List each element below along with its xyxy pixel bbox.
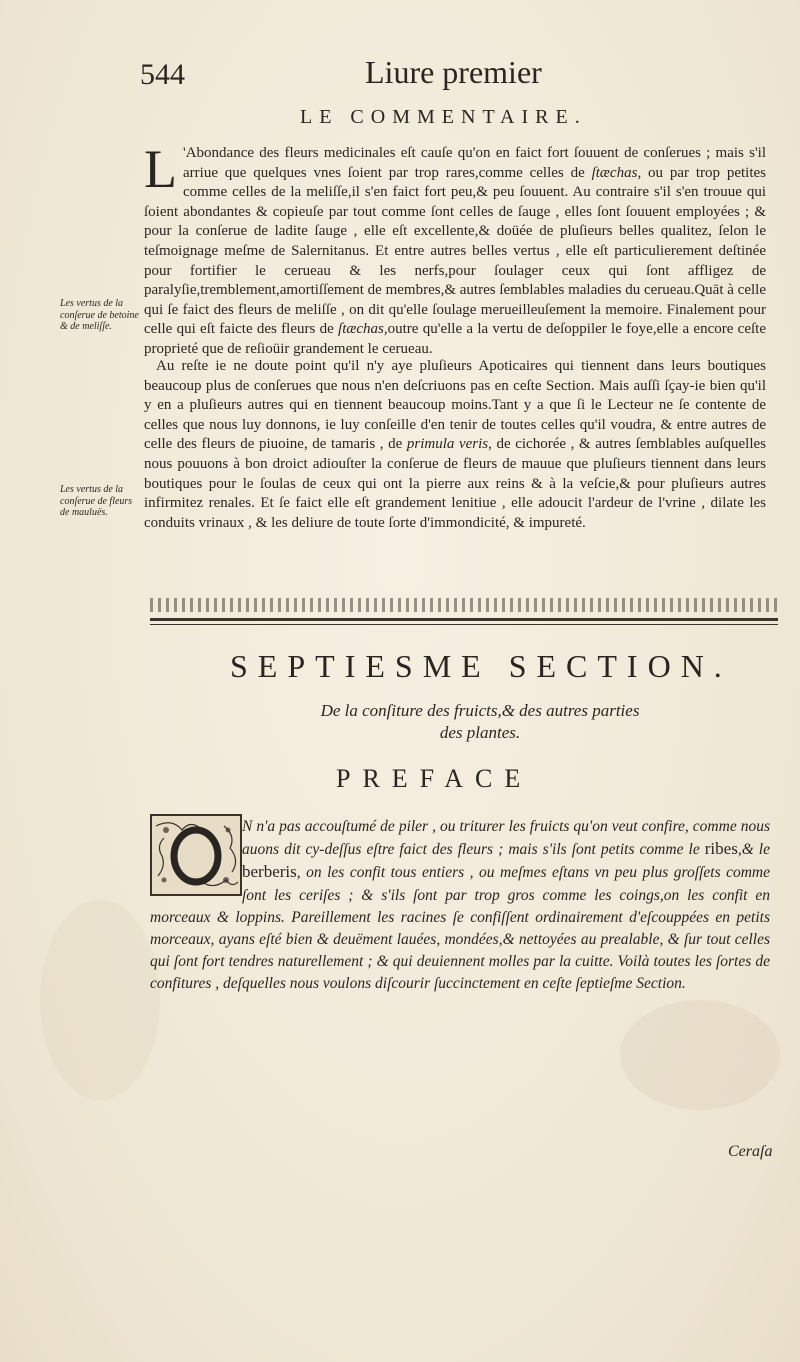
para2-text-a: Au reſte ie ne doute point qu'il n'y aye pluſieurs Apoticaires qui tiennent dans leurs boutiques beaucoup plus de conſerues que nous n'en deſcriuons pas en ceſte Section. Mais auſſi ſçay-ie bien qu'il y en a pluſieurs autres qui en tiennent beaucoup moins.Tant y a que ſi le Lecteur ne ſe contente de celles que nous luy donnons, ie luy conſeille d'en tenir de toutes celles qu'il voudra, & entre autres de celle des fleurs de piuoine, de tamaris , de: [144, 358, 766, 453]
paragraph-2: [144, 357, 766, 533]
paragraph-1: [144, 139, 766, 360]
para1-text-b: , ou par trop petites comme celles de la meliſſe,il s'en faict fort peu,& peu ſouuent. Au contraire s'il s'en trouue qui ſoient abondantes & copieuſe par tout comme ſont celles de ſauge , elles ſont ſouuent employées ; & pour la conſerue de ladite ſauge , elle eſt excellente,& doüée de pluſieurs belles qualitez, ſelon le teſmoignage meſme de Salernitanus. Et entre autres belles vertus , elle eſt particulierement deſtinée pour fortifier le cerueau & les nerfs,pour ſoulager ceux qui ſont affligez de paralyſie,tremblement,amortiſſement de membres,& autres ſemblables maladies du cerueau.Quāt à celle qui ſe faict des fleurs de meliſſe , on dit qu'elle ſoulage merueilleuſement la memoire. Finalement pour celle qui eſt faicte des fleurs de: [144, 164, 766, 338]
ornament-rule-thin: [150, 624, 778, 625]
preface-text-b: ,& le: [737, 841, 770, 859]
para2-text-b: , de cichorée , & autres ſemblables auſquelles nous pouuons à bon droict adiouſter la conſerue de fleurs de mauue que pluſieurs tiennent dans leurs boutiques pour le ſoulas de ceux qui ont la pierre aux reins & à la veſcie,& pour pluſieurs autres infirmitez renales. Et ſe faict elle eſt grandement lenitiue , elle adoucit l'ardeur de l'vrine , dilate les conduits vrinaux , & les deliure de toute ſorte d'immondicité, & impureté.: [144, 436, 766, 531]
running-head: [140, 54, 600, 94]
page-number: 544: [140, 58, 185, 91]
commentaire-heading: LE COMMENTAIRE.: [300, 106, 587, 128]
margin-note-mauue: Les vertus de la conſerue de fleurs de mauluës.: [60, 484, 133, 518]
preface-heading: PREFACE: [336, 764, 533, 793]
preface-paragraph: [150, 816, 770, 996]
ornament-rule-thick: [150, 618, 778, 621]
para1-text-c: ,outre qu'elle a la vertu de deſoppiler le foye,elle a encore ceſte proprieté que de reſioüir grandement le cerueau.: [144, 321, 766, 357]
para1-italic-b: ſtæchas: [338, 321, 384, 338]
section-subtitle: [230, 700, 730, 744]
preface-text-a: N n'a pas accouſtumé de piler , ou triturer les fruicts qu'on veut confire, comme nous auons dit cy-deſſus eſtre faict des fleurs ; mais s'ils ſont petits comme le: [242, 818, 770, 859]
section-subtitle-line-2: des plantes.: [439, 723, 521, 742]
ornament-fleurons: [150, 598, 778, 612]
catchword: Ceraſa: [728, 1143, 773, 1160]
para1-italic-a: ſtæchas: [591, 164, 638, 181]
preface-roman-berberis: berberis: [242, 862, 297, 882]
section-subtitle-line-1: De la conſiture des fruicts,& des autres parties: [320, 701, 640, 720]
drop-cap: L: [144, 139, 177, 199]
preface-roman-ribes: ribes: [704, 839, 738, 859]
para2-italic: primula veris: [406, 436, 489, 453]
book-title: Liure premier: [365, 54, 542, 90]
para1-text-a: 'Abondance des fleurs medicinales eſt cauſe qu'on en faict fort ſouuent de conſerues ; mais s'il arriue que quelques vnes ſoient par trop rares,comme celles de: [183, 145, 766, 181]
ornament-band: [150, 598, 778, 628]
preface-text-c: , on les confit tous entiers , ou meſmes eſtans vn peu plus groſſets comme ſont les ceriſes ; & s'ils ſont par trop gros comme les coings,on les confit en morceaux & loppins. Pareillement les racines ſe confiſſent ordinairement d'eſcouppées en petits morceaux, ayans eſté bien & deuëment lauées, mondées,& nettoyées au prealable, & ſur tout celles qui ſont fort tendres naturellement ; & qui deuiennent molles par la cuitte. Voilà toutes les ſortes de confitures , deſquelles nous voulons diſcourir ſuccinctement en ceſte ſeptieſme Section.: [150, 864, 770, 993]
section-title: SEPTIESME SECTION.: [230, 648, 732, 684]
margin-note-betoine: Les vertus de la conſerue de betoine & de meliſſe.: [60, 298, 139, 332]
